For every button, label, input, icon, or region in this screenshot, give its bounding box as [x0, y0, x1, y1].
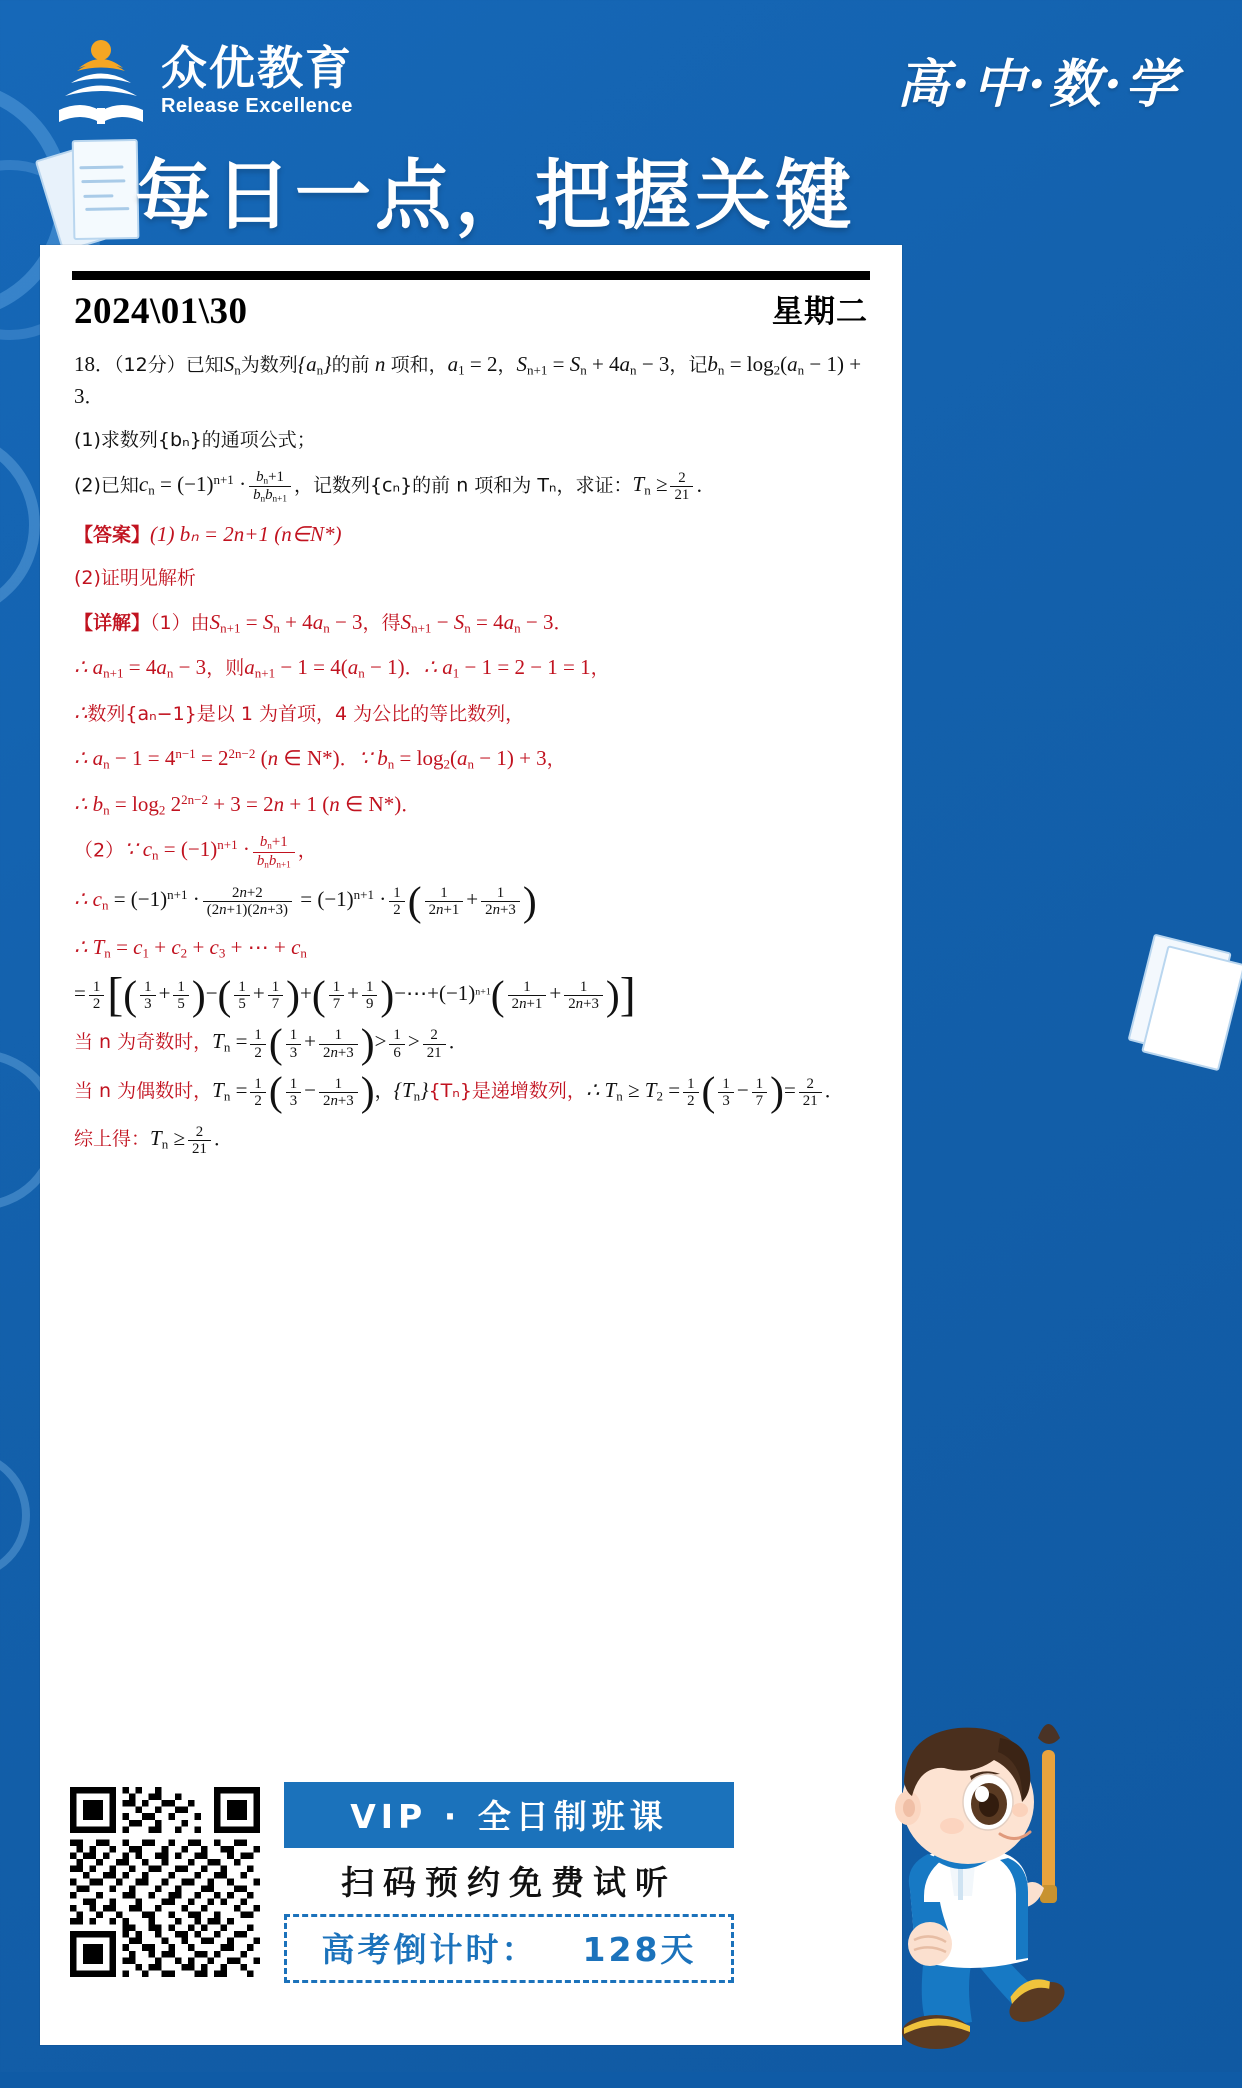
subject-tag: 高·中·数·学: [896, 54, 1180, 115]
problem-stem: 18．（12分）已知$S_n$为数列$\{a_n\}$的前 n 项和，$a_1 = 2$，$S_{n+1} = S_n + 4a_n - 3$，记$b_n = \log_2(a_n - 1) + 3$．: [74, 352, 862, 408]
page-slogan: 每日一点，把握关键: [135, 151, 855, 240]
weekday-text: 星期二: [772, 294, 868, 330]
detail-line-3: ∴数列{aₙ−1}是以 1 为首项，4 为公比的等比数列，: [74, 700, 525, 725]
worksheet-card: [40, 245, 902, 2045]
detail-line-9: = $\frac{1}{2}$ [( $\frac{1}{3}$ + $\frac{1}{5}$ )−( $\frac{1}{5}$ + $\frac{1}{7}$ )+( $\frac{1}{7}$ + $\frac{1}{9}$ )$-\cdots+(-1)^{n+1}$( $\frac{1}{2n+1}$ + $\frac{1}{2n+3}$ )]: [74, 968, 636, 1022]
stem-text-3: 的前: [331, 354, 370, 376]
paper-stack-decoration: [1125, 933, 1242, 1076]
detail-line-5: ∴ $b_n = \log_2 2^{2n-2} + 3 = 2n + 1$ (n ∈ N*)．: [74, 791, 421, 818]
qr-code[interactable]: [70, 1787, 260, 1977]
problem-body: [70, 333, 872, 1157]
stem-text-1: 已知: [185, 354, 224, 376]
answer-label: 【答案】: [74, 523, 151, 546]
stem-text-4: 项和，: [390, 354, 448, 376]
date-text: 2024\01\30: [74, 291, 248, 332]
countdown-value: 128天: [582, 1929, 697, 1969]
detail-line-6: （2）∵ $c_n = (-1)^{n+1}$ · $\frac{b_n+1}{b_nb_{n+1}}$ ，: [74, 834, 317, 870]
cn-geometric: 数列{aₙ−1}是以 1 为首项，4 为公比的等比数列，: [87, 702, 525, 725]
detail-line-4: ∴ $a_n - 1 = 4^{n-1} = 2^{2n-2}$ (n ∈ N*)．∵ $b_n = \log_2(a_n - 1) + 3$，: [74, 745, 566, 772]
answer-line-1: [74, 519, 868, 551]
cn-increasing: {Tₙ}是递增数列，: [428, 1079, 586, 1102]
brush-icon: [1038, 1724, 1060, 1903]
student-mascot: [832, 1710, 1092, 2050]
detail-line-8: ∴ $T_n = c_1 + c_2 + c_3$ + ⋯ + $c_n$: [74, 935, 307, 962]
answer-line-2: (2)证明见解析: [74, 567, 196, 590]
bottom-strip: [0, 2072, 1242, 2088]
part2-lead: (2)已知: [74, 473, 139, 496]
detail-part2-label: （2）: [74, 839, 125, 862]
date-divider-rule: [72, 271, 870, 280]
promo-block: [70, 1757, 882, 2007]
detail-line-10: 当 n 为奇数时，$T_n$ = $\frac{1}{2}$ ( $\frac{1}{3}$ + $\frac{1}{2n+3}$ )> $\frac{1}{6}$ > $\frac{2}{21}$ ．: [74, 1020, 468, 1067]
cn-ze: 则: [225, 657, 245, 680]
cn-de: 得: [381, 611, 401, 634]
gaokao-countdown: [284, 1914, 734, 1983]
logo-chinese-name: 众优教育: [161, 40, 353, 95]
detail-line-2: ∴ $a_{n+1} = 4a_n - 3$，则$a_{n+1} - 1 = 4(a_n - 1)$．∴ $a_1 - 1 = 2 - 1 = 1$，: [74, 655, 610, 681]
cn-odd-case: 当 n 为奇数时，: [74, 1031, 213, 1054]
brand-logo: [55, 38, 353, 124]
logo-english-tagline: Release Excellence: [161, 95, 353, 118]
detail-label: 【详解】: [74, 611, 151, 634]
detail-line-11: 当 n 为偶数时，$T_n$ = $\frac{1}{2}$ ( $\frac{1}{3}$ − $\frac{1}{2n+3}$ )，$\{T_n\}\{T_n\}$是递增数列，∴ $T_n \ge T_2$ = $\frac{1}{2}$ ( $\frac{1}{3}$ − $\frac{1}{7}$ )= $\frac{2}{21}$ ．: [74, 1068, 844, 1115]
detail-part1-label: （1）: [150, 611, 191, 634]
date-row: [70, 280, 872, 333]
problem-part-1: (1)求数列{bₙ}的通项公式；: [74, 429, 316, 451]
countdown-label: 高考倒计时：: [321, 1929, 538, 1969]
cn-conclusion: 综上得：: [74, 1127, 151, 1150]
stem-text-2: 为数列: [240, 354, 298, 376]
problem-points: （12分）: [114, 354, 186, 376]
cn-even-case: 当 n 为偶数时，: [74, 1079, 213, 1102]
detail-line-1: 【详解】（1）由$S_{n+1} = S_n + 4a_n - 3$，得$S_{n+1} - S_n = 4a_n - 3$．: [74, 609, 573, 636]
answer-1-text: (1) bₙ = 2n+1 (n∈N*): [150, 521, 342, 546]
book-with-rays-icon: [55, 38, 147, 124]
vip-course-banner[interactable]: VIP · 全日制班课: [284, 1782, 734, 1848]
detail-line-12: 综上得：$T_n$ ≥ $\frac{2}{21}$ ．: [74, 1124, 233, 1158]
scan-trial-label: 扫码预约免费试听: [341, 1862, 677, 1902]
part2-mid: ，记数列{cₙ}的前 n 项和为 Tₙ，求证：: [293, 473, 633, 496]
detail-line-7: ∴ $c_n = (-1)^{n+1}$ · $\frac{2n+2}{(2n+1)(2n+3)}$ = $(-1)^{n+1}$ · $\frac{1}{2}$ ( $\frac{1}{2n+1}$ + $\frac{1}{2n+3}$ ): [74, 878, 537, 924]
problem-part-2: (2)已知$c_n = (-1)^{n+1}$ · $\frac{b_n+1}{b_nb_{n+1}}$ ，记数列{cₙ}的前 n 项和为 Tₙ，求证：$T_n$ ≥ $\frac{2}{21}$ ．: [74, 468, 716, 504]
promo-text-group: [284, 1782, 734, 1983]
cn-you: 由: [190, 611, 210, 634]
